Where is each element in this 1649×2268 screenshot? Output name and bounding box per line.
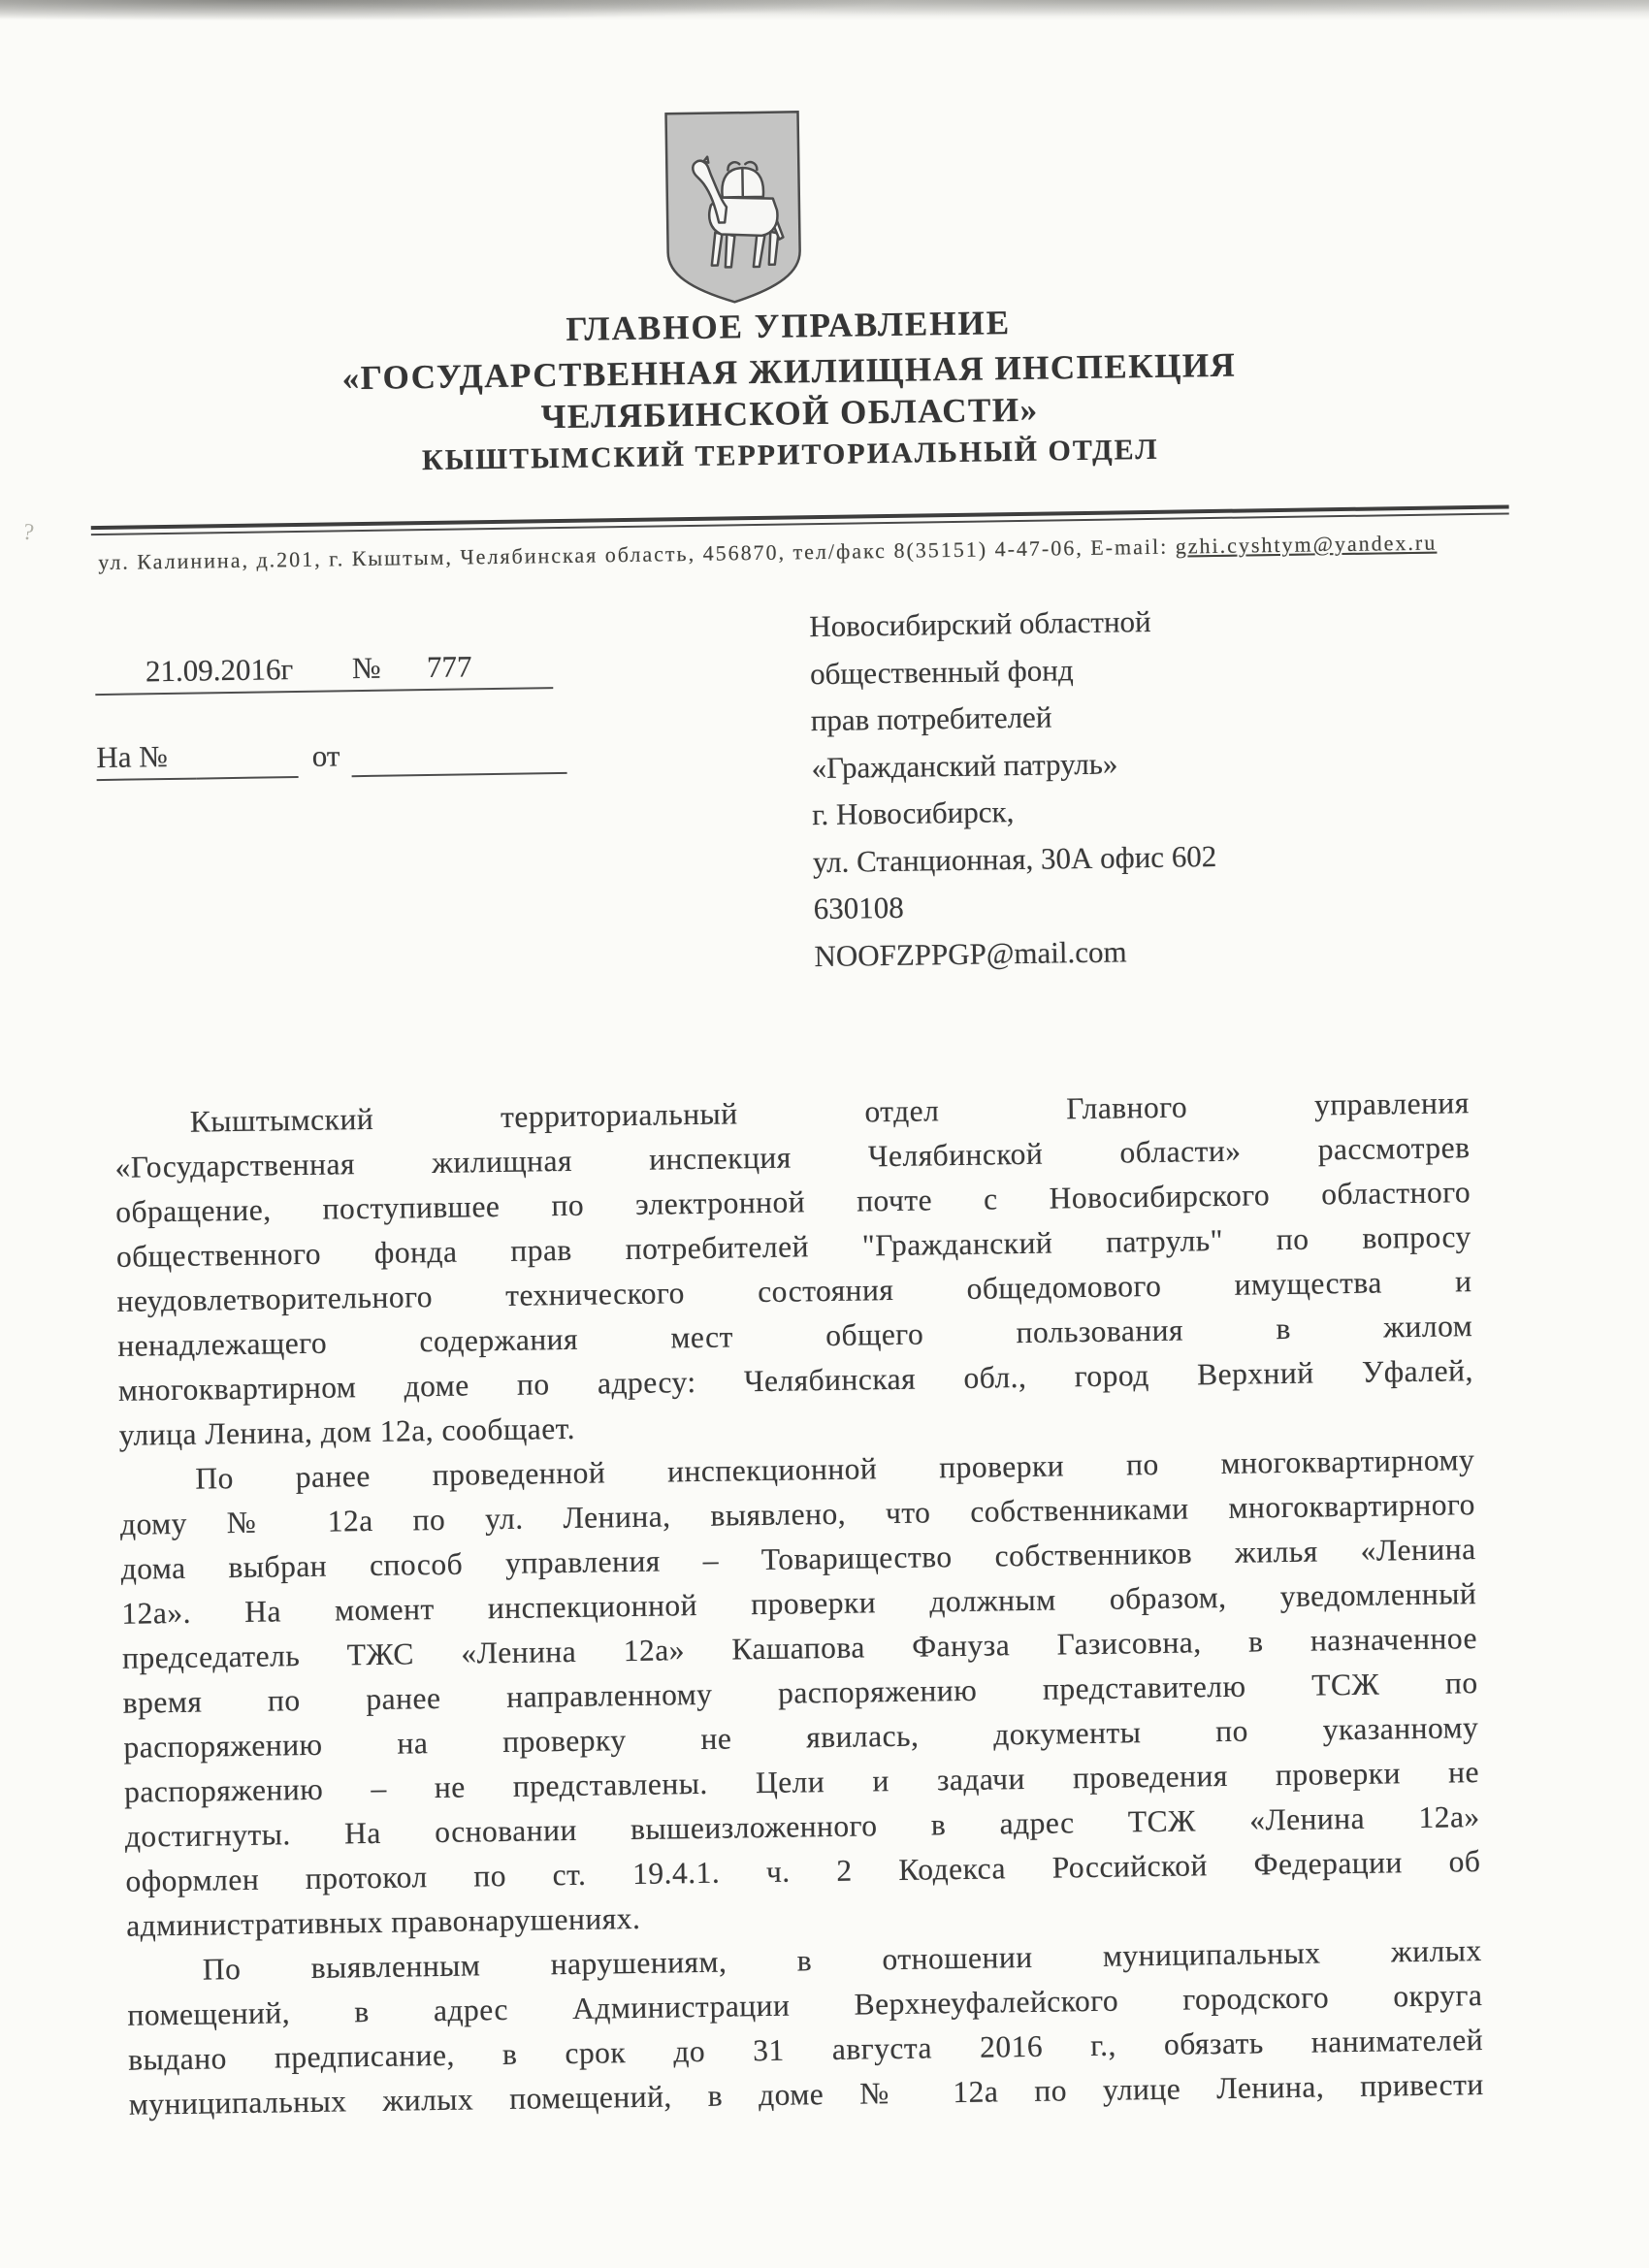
body-paragraph-1 xyxy=(114,1081,1474,1458)
body-line: общественного фонда прав потребителей "Гражданский патруль" по вопросу xyxy=(115,1219,1472,1274)
body-line: выдано предписание, в срок до 31 августа 2016 г., обязать нанимателей xyxy=(127,2023,1484,2077)
body-line: достигнуты. На основании вышеизложенного в адрес ТСЖ «Ленина 12а» xyxy=(124,1799,1480,1854)
body-line: административных правонарушениях. xyxy=(125,1900,641,1943)
body-line: обращение, поступившее по электронной почте с Новосибирского областного xyxy=(114,1175,1471,1229)
body-line: муниципальных жилых помещений, в доме № 12а по улице Ленина, привести xyxy=(128,2067,1484,2122)
ref-reply-line xyxy=(96,722,567,781)
letterhead-contact-line xyxy=(98,529,1514,575)
body-line: улица Ленина, дом 12а, сообщает. xyxy=(118,1410,576,1452)
coat-of-arms-camel-icon xyxy=(659,107,807,308)
body-line: 12а». На момент инспекционной проверки должным образом, уведомленный xyxy=(121,1576,1477,1631)
body-line: По ранее проведенной инспекционной проверки по многоквартирному xyxy=(195,1442,1475,1496)
addressee-email: NOOFZPPGP@mail.com xyxy=(814,933,1127,973)
org-name-line2: «ГОСУДАРСТВЕННАЯ ЖИЛИЩНАЯ ИНСПЕКЦИЯ xyxy=(341,345,1237,398)
body-line: Кыштымский территориальный отдел Главного управления xyxy=(189,1085,1470,1139)
body-line: дома выбран способ управления – Товарищество собственников жилья «Ленина xyxy=(120,1532,1476,1586)
body-line: По выявленным нарушениям, в отношении муниципальных жилых xyxy=(202,1933,1482,1987)
contact-address-text: ул. Калинина, д.201, г. Кыштым, Челябинская область, 456870, тел/факс 8(35151) 4-47-06, E-mail: xyxy=(98,534,1176,575)
reply-number-blank xyxy=(196,733,299,780)
body-line: распоряжению на проверку не явилась, документы по указанному xyxy=(123,1710,1479,1765)
letter-body xyxy=(114,1081,1485,2127)
body-paragraph-3 xyxy=(127,1928,1485,2127)
org-name-line3: ЧЕЛЯБИНСКОЙ ОБЛАСТИ» xyxy=(540,390,1039,437)
shield-emblem-graphic xyxy=(659,107,807,308)
body-line: дому № 12а по ул. Ленина, выявлено, что собственниками многоквартирного xyxy=(119,1487,1476,1541)
body-line: неудовлетворительного технического состояния общедомового имущества и xyxy=(116,1264,1472,1318)
contact-email-link: gzhi.cyshtym@yandex.ru xyxy=(1175,530,1438,559)
scan-artifact-mark: ? xyxy=(21,519,36,546)
reply-date-blank xyxy=(351,729,567,777)
addressee-line: «Гражданский патруль» xyxy=(811,745,1118,785)
body-line: председатель ТЖС «Ленина 12а» Кашапова Фануза Газисовна, в назначенное xyxy=(121,1621,1478,1675)
addressee-block xyxy=(809,595,1397,980)
addressee-line: 630108 xyxy=(813,890,904,926)
body-line: распоряжению – не представлены. Цели и задачи проведения проверки не xyxy=(123,1755,1480,1809)
addressee-line: прав потребителей xyxy=(810,699,1052,738)
ref-date: 21.09.2016г xyxy=(145,652,294,689)
body-line: оформлен протокол по ст. 19.4.1. ч. 2 Кодекса Российской Федерации об xyxy=(125,1844,1481,1898)
body-line: время по ранее направленному распоряжению представителю ТСЖ по xyxy=(122,1666,1478,1720)
reply-from-label: от xyxy=(311,738,340,773)
ref-number-sign: № xyxy=(351,650,381,686)
body-line: «Государственная жилищная инспекция Челябинской области» рассмотрев xyxy=(114,1130,1471,1184)
body-line: ненадлежащего содержания мест общего пользования в жилом xyxy=(117,1309,1473,1363)
letterhead-divider-rule xyxy=(91,504,1509,535)
body-paragraph-2 xyxy=(119,1438,1481,1949)
letterhead-org-name xyxy=(95,297,1484,482)
org-name-line4: КЫШТЫМСКИЙ ТЕРРИТОРИАЛЬНЫЙ ОТДЕЛ xyxy=(421,433,1159,477)
reply-prefix-label: На № xyxy=(96,739,197,782)
org-name-line1: ГЛАВНОЕ УПРАВЛЕНИЕ xyxy=(566,304,1012,348)
ref-date-number-line xyxy=(94,632,553,696)
ref-number: 777 xyxy=(426,649,472,685)
addressee-line: ул. Станционная, 30А офис 602 xyxy=(812,838,1217,879)
body-line: помещений, в адрес Администрации Верхнеуфалейского городского округа xyxy=(127,1978,1483,2032)
body-line: многоквартирном доме по адресу: Челябинская обл., город Верхний Уфалей, xyxy=(117,1353,1474,1408)
addressee-line: г. Новосибирск, xyxy=(811,794,1015,832)
addressee-line: общественный фонд xyxy=(809,652,1074,691)
addressee-line: Новосибирский областной xyxy=(809,603,1151,644)
